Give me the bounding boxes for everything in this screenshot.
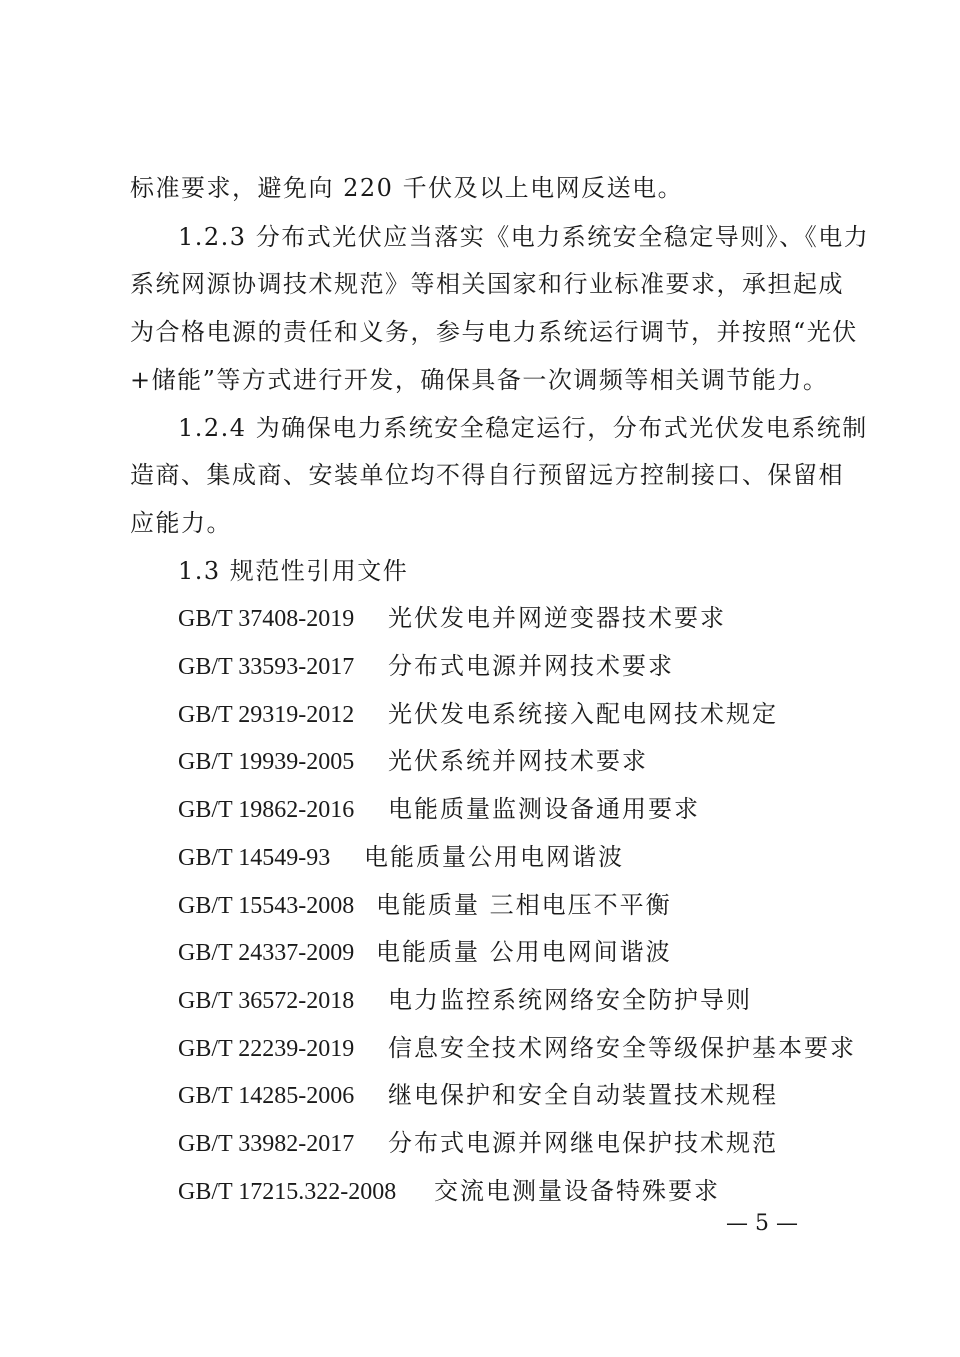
reference-title: 光伏发电系统接入配电网技术规定 [388, 700, 778, 728]
page-number: — 5 — [726, 1211, 798, 1236]
reference-item [178, 1127, 778, 1160]
reference-item [178, 889, 672, 922]
reference-item [178, 984, 752, 1017]
paragraph-line: 系统网源协调技术规范》等相关国家和行业标准要求，承担起成 [130, 270, 844, 298]
reference-code: GB/T 14285-2006 [178, 1083, 355, 1109]
reference-item [178, 793, 700, 826]
reference-title: 信息安全技术网络安全等级保护基本要求 [388, 1034, 856, 1062]
paragraph-line: +储能”等方式进行开发，确保具备一次调频等相关调节能力。 [130, 366, 829, 394]
reference-title: 电力监控系统网络安全防护导则 [388, 986, 752, 1014]
reference-item [178, 602, 726, 635]
reference-item [178, 936, 672, 969]
reference-title: 交流电测量设备特殊要求 [434, 1177, 720, 1205]
reference-title: 电能质量监测设备通用要求 [388, 795, 700, 823]
reference-item [178, 650, 674, 683]
paragraph-line: 为合格电源的责任和义务，参与电力系统运行调节，并按照“光伏 [130, 318, 858, 346]
reference-item [178, 1032, 856, 1065]
reference-code: GB/T 33593-2017 [178, 654, 355, 680]
reference-code: GB/T 33982-2017 [178, 1131, 355, 1157]
reference-item [178, 1079, 778, 1112]
reference-item [178, 1175, 720, 1208]
reference-code: GB/T 14549-93 [178, 845, 331, 871]
reference-code: GB/T 22239-2019 [178, 1036, 355, 1062]
reference-title: 光伏发电并网逆变器技术要求 [388, 604, 726, 632]
reference-title: 分布式电源并网继电保护技术规范 [388, 1129, 778, 1157]
reference-title: 光伏系统并网技术要求 [388, 747, 648, 775]
paragraph-line: 标准要求，避免向 220 千伏及以上电网反送电。 [130, 174, 684, 202]
reference-title: 电能质量 三相电压不平衡 [376, 891, 672, 919]
reference-code: GB/T 19939-2005 [178, 749, 355, 775]
reference-title: 分布式电源并网技术要求 [388, 652, 674, 680]
reference-title: 电能质量公用电网谐波 [364, 843, 624, 871]
reference-title: 继电保护和安全自动装置技术规程 [388, 1081, 778, 1109]
paragraph-line: 1.2.3 分布式光伏应当落实《电力系统安全稳定导则》、《电力 [178, 223, 870, 251]
paragraph-line: 应能力。 [130, 509, 232, 537]
paragraph-line: 1.2.4 为确保电力系统安全稳定运行，分布式光伏发电系统制 [178, 414, 868, 442]
section-heading: 1.3 规范性引用文件 [178, 557, 409, 585]
reference-code: GB/T 17215.322-2008 [178, 1179, 397, 1205]
reference-code: GB/T 37408-2019 [178, 606, 355, 632]
reference-code: GB/T 15543-2008 [178, 893, 355, 919]
reference-item [178, 698, 778, 731]
reference-code: GB/T 36572-2018 [178, 988, 355, 1014]
reference-code: GB/T 24337-2009 [178, 940, 355, 966]
paragraph-line: 造商、集成商、安装单位均不得自行预留远方控制接口、保留相 [130, 461, 844, 489]
reference-title: 电能质量 公用电网间谐波 [376, 938, 672, 966]
reference-code: GB/T 19862-2016 [178, 797, 355, 823]
reference-code: GB/T 29319-2012 [178, 702, 355, 728]
reference-item [178, 841, 624, 874]
reference-item [178, 745, 648, 778]
